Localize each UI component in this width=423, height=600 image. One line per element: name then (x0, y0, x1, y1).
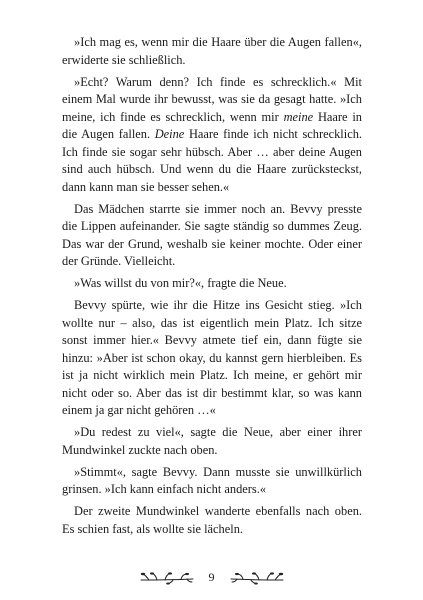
paragraph (62, 297, 362, 420)
paragraph (62, 464, 362, 499)
text-segment: »Echt? Warum denn? Ich finde es schrecklich.« Mit einem Mal wurde ihr bewusst, was sie da gesagt hatte. »Ich meine, ich finde es schrecklich, wenn mir (62, 74, 362, 124)
text-segment: Der zweite Mundwinkel wanderte ebenfalls nach oben. Es schien fast, als wollte sie lächeln. (62, 504, 362, 536)
paragraph (62, 275, 362, 293)
text-segment: Haare finde ich nicht schrecklich. Ich finde sie sogar sehr hübsch. Aber … aber deine Augen sind auch hübsch. Und wenn du die Haare zurücksteckst, dann kann man sie besser sehen.« (62, 127, 362, 194)
page-number: 9 (208, 570, 215, 584)
text-segment: »Stimmt«, sagte Bevvy. Dann musste sie unwillkürlich grinsen. »Ich kann einfach nicht anders.« (62, 464, 362, 496)
paragraph (62, 74, 362, 197)
text-segment: »Ich mag es, wenn mir die Haare über die Augen fallen«, erwiderte sie schließlich. (62, 35, 362, 67)
text-segment: Bevvy spürte, wie ihr die Hitze ins Gesicht stieg. »Ich wollte nur – also, das ist eigentlich mein Platz. Ich sitze sonst immer hier.« Bevvy atmete tief ein, dann fügte sie hinzu: »Aber ist schon okay, du kannst gern hierbleiben. Es ist ja nicht wirklich mein Platz. Ich meine, er gehört mir nicht oder so. Aber das ist dir bestimmt klar, so was kann einem ja gar nicht gehören …« (62, 298, 362, 417)
branch-ornament-right-icon (229, 571, 285, 585)
paragraph (62, 424, 362, 459)
emphasis-text: meine (283, 109, 314, 124)
emphasis-text: Deine (154, 127, 185, 141)
text-segment: »Du redest zu viel«, sagte die Neue, aber einer ihrer Mundwinkel zuckte nach oben. (62, 425, 362, 457)
page-body (62, 34, 362, 543)
paragraph (62, 201, 362, 271)
paragraph (62, 34, 362, 69)
paragraph (62, 503, 362, 538)
text-segment: Das Mädchen starrte sie immer noch an. Bevvy presste die Lippen aufeinander. Sie sagte ständig so dummes Zeug. Das war der Grund, weshalb sie keiner mochte. Oder einer der Gründe. Vielleicht. (62, 201, 362, 268)
text-segment: »Was willst du von mir?«, fragte die Neue. (74, 276, 287, 290)
branch-ornament-left-icon (139, 571, 195, 585)
text-segment: Haare in die Augen fallen. (62, 109, 362, 141)
page-footer (0, 570, 423, 585)
